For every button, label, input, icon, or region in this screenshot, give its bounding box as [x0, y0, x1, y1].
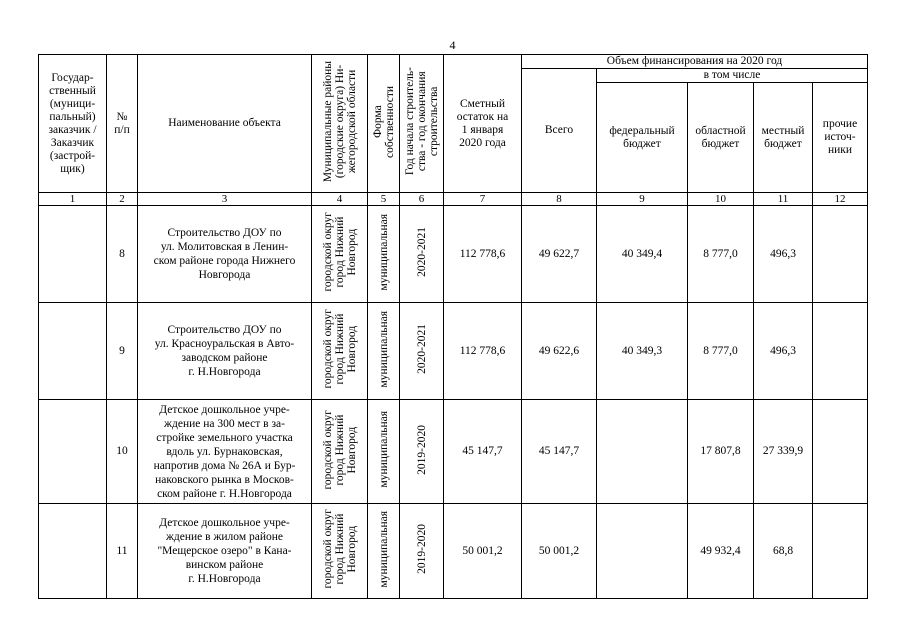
cell-local: 68,8	[754, 504, 813, 599]
header-row-1	[39, 55, 868, 69]
cell-customer	[39, 303, 107, 400]
column-number: 10	[688, 193, 754, 206]
cell-municipality-text: городской округ город Нижний Новгород	[321, 212, 358, 292]
table-row	[39, 206, 868, 303]
cell-years-text: 2020-2021	[415, 324, 428, 374]
header-estimate-balance: Сметный остаток на 1 января 2020 года	[444, 55, 522, 193]
cell-object-name: Детское дошкольное учре- ждение в жилом районе "Мещерское озеро" в Кана- винском районе г. Н.Новгорода	[138, 504, 312, 599]
header-regional: областной бюджет	[688, 83, 754, 193]
cell-customer	[39, 504, 107, 599]
cell-estimate: 45 147,7	[444, 400, 522, 504]
cell-years-text: 2019-2020	[415, 524, 428, 574]
cell-object-name: Детское дошкольное учре- ждение на 300 мест в за- стройке земельного участка вдоль ул. Бурнаковская, напротив дома № 26А и Бур- наковского рынка в Москов- ском районе г. Н.Новгорода	[138, 400, 312, 504]
column-number: 5	[368, 193, 400, 206]
column-number: 8	[522, 193, 597, 206]
cell-total: 49 622,7	[522, 206, 597, 303]
column-number: 12	[813, 193, 868, 206]
cell-ownership	[368, 400, 400, 504]
header-local: местный бюджет	[754, 83, 813, 193]
cell-municipality-text: городской округ город Нижний Новгород	[321, 409, 358, 490]
header-total: Всего	[522, 69, 597, 193]
column-number: 6	[400, 193, 444, 206]
cell-estimate: 112 778,6	[444, 206, 522, 303]
cell-years	[400, 206, 444, 303]
cell-object-name: Строительство ДОУ по ул. Молитовская в Ленин- ском районе города Нижнего Новгорода	[138, 206, 312, 303]
cell-municipality-text: городской округ город Нижний Новгород	[321, 309, 358, 389]
column-number: 9	[597, 193, 688, 206]
cell-other	[813, 504, 868, 599]
cell-other	[813, 400, 868, 504]
cell-ownership	[368, 206, 400, 303]
cell-customer	[39, 206, 107, 303]
cell-ownership	[368, 303, 400, 400]
column-number: 11	[754, 193, 813, 206]
table-row	[39, 303, 868, 400]
cell-municipality	[312, 303, 368, 400]
column-number: 2	[107, 193, 138, 206]
cell-customer	[39, 400, 107, 504]
table-row	[39, 504, 868, 599]
cell-other	[813, 303, 868, 400]
cell-estimate: 50 001,2	[444, 504, 522, 599]
header-municipality-text: Муниципальные районы (городские округа) Ни- жегородской области	[321, 60, 358, 183]
financing-table	[38, 54, 868, 599]
column-number: 1	[39, 193, 107, 206]
cell-years-text: 2020-2021	[415, 227, 428, 277]
column-number-row	[39, 193, 868, 206]
cell-local: 496,3	[754, 206, 813, 303]
header-object-name: Наименование объекта	[138, 55, 312, 193]
cell-municipality	[312, 504, 368, 599]
cell-local: 27 339,9	[754, 400, 813, 504]
header-ownership-text: Форма собственности	[371, 85, 396, 158]
cell-municipality	[312, 206, 368, 303]
header-financing-volume: Объем финансирования на 2020 год	[522, 55, 868, 69]
header-other: прочие источ- ники	[813, 83, 868, 193]
cell-municipality-text: городской округ город Нижний Новгород	[321, 509, 358, 589]
header-municipality	[312, 55, 368, 193]
cell-ownership-text: муниципальная	[377, 411, 390, 488]
header-years-text: Год начала строитель- ства - год окончания строительства	[403, 67, 440, 176]
table-row	[39, 400, 868, 504]
column-number: 3	[138, 193, 312, 206]
cell-federal: 40 349,3	[597, 303, 688, 400]
header-federal: федеральный бюджет	[597, 83, 688, 193]
cell-regional: 49 932,4	[688, 504, 754, 599]
cell-federal	[597, 400, 688, 504]
cell-row-number: 11	[107, 504, 138, 599]
cell-object-name: Строительство ДОУ по ул. Красноуральская в Авто- заводском районе г. Н.Новгорода	[138, 303, 312, 400]
cell-municipality	[312, 400, 368, 504]
cell-total: 49 622,6	[522, 303, 597, 400]
cell-regional: 8 777,0	[688, 206, 754, 303]
cell-ownership-text: муниципальная	[377, 510, 390, 588]
cell-ownership-text: муниципальная	[377, 213, 390, 291]
cell-ownership-text: муниципальная	[377, 310, 390, 388]
cell-federal	[597, 504, 688, 599]
cell-local: 496,3	[754, 303, 813, 400]
header-customer: Государ- ственный (муници- пальный) заказчик / Заказчик (застрой- щик)	[39, 55, 107, 193]
cell-estimate: 112 778,6	[444, 303, 522, 400]
cell-total: 45 147,7	[522, 400, 597, 504]
cell-years	[400, 504, 444, 599]
header-row-number: № п/п	[107, 55, 138, 193]
cell-years	[400, 400, 444, 504]
cell-other	[813, 206, 868, 303]
column-number: 4	[312, 193, 368, 206]
cell-total: 50 001,2	[522, 504, 597, 599]
header-years	[400, 55, 444, 193]
page-number: 4	[449, 38, 456, 52]
cell-regional: 8 777,0	[688, 303, 754, 400]
cell-ownership	[368, 504, 400, 599]
header-including: в том числе	[597, 69, 868, 83]
cell-years	[400, 303, 444, 400]
cell-years-text: 2019-2020	[415, 424, 428, 475]
cell-row-number: 10	[107, 400, 138, 504]
column-number: 7	[444, 193, 522, 206]
cell-regional: 17 807,8	[688, 400, 754, 504]
cell-row-number: 9	[107, 303, 138, 400]
cell-federal: 40 349,4	[597, 206, 688, 303]
header-ownership	[368, 55, 400, 193]
cell-row-number: 8	[107, 206, 138, 303]
